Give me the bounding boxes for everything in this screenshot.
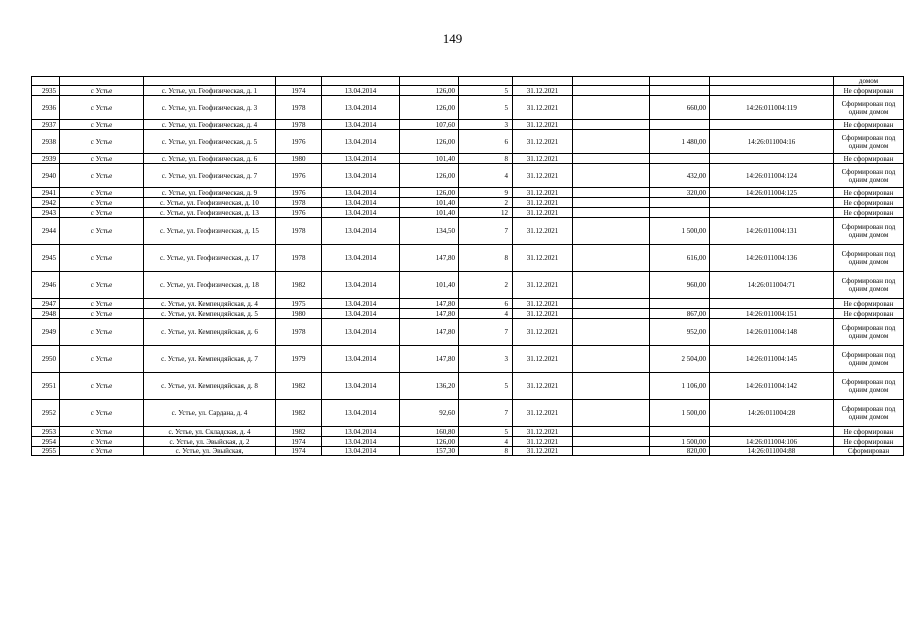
address: с. Устье, ул. Эвыйская, д. 2 — [144, 437, 276, 447]
settlement: с Устье — [60, 437, 144, 447]
record-date: 13.04.2014 — [322, 164, 400, 188]
row-number: 2936 — [32, 96, 60, 120]
record-date: 13.04.2014 — [322, 218, 400, 245]
area: 157,30 — [400, 447, 459, 456]
address: с. Устье, ул. Геофизическая, д. 4 — [144, 120, 276, 130]
empty-cell — [573, 218, 650, 245]
area: 134,50 — [400, 218, 459, 245]
land-area — [650, 427, 710, 437]
land-area: 1 500,00 — [650, 400, 710, 427]
table-row — [32, 198, 904, 208]
row-number: 2944 — [32, 218, 60, 245]
year-built: 1979 — [276, 346, 322, 373]
record-date: 13.04.2014 — [322, 373, 400, 400]
table-row — [32, 437, 904, 447]
count: 7 — [459, 400, 513, 427]
deadline: 31.12.2021 — [513, 373, 573, 400]
empty-cell — [573, 400, 650, 427]
empty-cell — [573, 447, 650, 456]
row-number: 2953 — [32, 427, 60, 437]
address: с. Устье, ул. Геофизическая, д. 1 — [144, 86, 276, 96]
cadastral-number: 14:26:011004:125 — [710, 188, 834, 198]
land-area — [650, 86, 710, 96]
cadastral-number: 14:26:011004:148 — [710, 319, 834, 346]
land-area: 820,00 — [650, 447, 710, 456]
land-area — [650, 120, 710, 130]
cadastral-number — [710, 120, 834, 130]
deadline: 31.12.2021 — [513, 208, 573, 218]
cadastral-number: 14:26:011004:124 — [710, 164, 834, 188]
deadline: 31.12.2021 — [513, 319, 573, 346]
count: 3 — [459, 120, 513, 130]
land-area: 616,00 — [650, 245, 710, 272]
address: с. Устье, ул. Кемпендяйская, д. 4 — [144, 299, 276, 309]
land-area — [650, 198, 710, 208]
cadastral-number: 14:26:011004:131 — [710, 218, 834, 245]
settlement: с Устье — [60, 299, 144, 309]
table-row — [32, 346, 904, 373]
settlement: с Устье — [60, 154, 144, 164]
row-number: 2938 — [32, 130, 60, 154]
table-row — [32, 164, 904, 188]
table-row — [32, 447, 904, 456]
cadastral-number — [710, 154, 834, 164]
status: Не сформирован — [834, 198, 904, 208]
status: Не сформирован — [834, 86, 904, 96]
row-number: 2935 — [32, 86, 60, 96]
record-date: 13.04.2014 — [322, 96, 400, 120]
record-date: 13.04.2014 — [322, 447, 400, 456]
record-date: 13.04.2014 — [322, 427, 400, 437]
status: Не сформирован — [834, 299, 904, 309]
settlement: с Устье — [60, 400, 144, 427]
address: с. Устье, ул. Геофизическая, д. 17 — [144, 245, 276, 272]
settlement: с Устье — [60, 164, 144, 188]
area: 126,00 — [400, 130, 459, 154]
count: 3 — [459, 346, 513, 373]
land-area — [650, 208, 710, 218]
row-number: 2949 — [32, 319, 60, 346]
land-area: 1 500,00 — [650, 218, 710, 245]
address: с. Устье, ул. Геофизическая, д. 9 — [144, 188, 276, 198]
table-row — [32, 373, 904, 400]
cadastral-number: 14:26:011004:16 — [710, 130, 834, 154]
empty-cell — [573, 346, 650, 373]
deadline: 31.12.2021 — [513, 154, 573, 164]
empty-cell — [573, 272, 650, 299]
record-date: 13.04.2014 — [322, 319, 400, 346]
status: Сформирован под одним домом — [834, 218, 904, 245]
land-area: 660,00 — [650, 96, 710, 120]
deadline: 31.12.2021 — [513, 272, 573, 299]
status: Не сформирован — [834, 188, 904, 198]
empty-cell — [573, 299, 650, 309]
table-row — [32, 120, 904, 130]
land-area: 1 500,00 — [650, 437, 710, 447]
area: 147,80 — [400, 319, 459, 346]
area: 101,40 — [400, 272, 459, 299]
year-built: 1978 — [276, 245, 322, 272]
row-number: 2947 — [32, 299, 60, 309]
deadline: 31.12.2021 — [513, 309, 573, 319]
deadline: 31.12.2021 — [513, 86, 573, 96]
status-continuation: домом — [834, 77, 904, 86]
address: с. Устье, ул. Геофизическая, д. 15 — [144, 218, 276, 245]
area: 107,60 — [400, 120, 459, 130]
record-date: 13.04.2014 — [322, 272, 400, 299]
count: 4 — [459, 164, 513, 188]
count: 4 — [459, 437, 513, 447]
count: 6 — [459, 299, 513, 309]
land-area: 432,00 — [650, 164, 710, 188]
count: 7 — [459, 218, 513, 245]
table-row — [32, 299, 904, 309]
deadline: 31.12.2021 — [513, 198, 573, 208]
year-built: 1976 — [276, 130, 322, 154]
empty-cell — [573, 164, 650, 188]
year-built: 1974 — [276, 437, 322, 447]
count: 5 — [459, 373, 513, 400]
count: 4 — [459, 309, 513, 319]
address: с. Устье, ул. Геофизическая, д. 18 — [144, 272, 276, 299]
address: с. Устье, ул. Геофизическая, д. 13 — [144, 208, 276, 218]
count: 9 — [459, 188, 513, 198]
table-row — [32, 245, 904, 272]
status: Сформирован под одним домом — [834, 130, 904, 154]
row-number: 2939 — [32, 154, 60, 164]
count: 12 — [459, 208, 513, 218]
empty-cell — [573, 208, 650, 218]
year-built: 1978 — [276, 319, 322, 346]
area: 101,40 — [400, 154, 459, 164]
deadline: 31.12.2021 — [513, 299, 573, 309]
row-number: 2941 — [32, 188, 60, 198]
cadastral-number: 14:26:011004:28 — [710, 400, 834, 427]
record-date: 13.04.2014 — [322, 299, 400, 309]
area: 126,00 — [400, 437, 459, 447]
cadastral-number: 14:26:011004:142 — [710, 373, 834, 400]
row-number: 2950 — [32, 346, 60, 373]
empty-cell — [573, 309, 650, 319]
status: Не сформирован — [834, 120, 904, 130]
empty-cell — [573, 198, 650, 208]
record-date: 13.04.2014 — [322, 437, 400, 447]
status: Не сформирован — [834, 309, 904, 319]
year-built: 1976 — [276, 164, 322, 188]
status: Сформирован под одним домом — [834, 272, 904, 299]
status: Не сформирован — [834, 427, 904, 437]
deadline: 31.12.2021 — [513, 437, 573, 447]
settlement: с Устье — [60, 86, 144, 96]
land-area: 867,00 — [650, 309, 710, 319]
record-date: 13.04.2014 — [322, 309, 400, 319]
land-area: 1 480,00 — [650, 130, 710, 154]
year-built: 1982 — [276, 400, 322, 427]
settlement: с Устье — [60, 319, 144, 346]
year-built: 1980 — [276, 309, 322, 319]
deadline: 31.12.2021 — [513, 427, 573, 437]
area: 147,80 — [400, 299, 459, 309]
deadline: 31.12.2021 — [513, 346, 573, 373]
year-built: 1974 — [276, 86, 322, 96]
cadastral-number: 14:26:011004:88 — [710, 447, 834, 456]
cadastral-number — [710, 427, 834, 437]
settlement: с Устье — [60, 198, 144, 208]
count: 7 — [459, 319, 513, 346]
empty-cell — [573, 188, 650, 198]
empty-cell — [573, 96, 650, 120]
status: Сформирован под одним домом — [834, 400, 904, 427]
area: 101,40 — [400, 208, 459, 218]
table-row — [32, 86, 904, 96]
table-row — [32, 400, 904, 427]
year-built: 1976 — [276, 208, 322, 218]
deadline: 31.12.2021 — [513, 120, 573, 130]
table-row — [32, 154, 904, 164]
empty-cell — [573, 373, 650, 400]
area: 147,80 — [400, 245, 459, 272]
land-area: 952,00 — [650, 319, 710, 346]
cadastral-number: 14:26:011004:145 — [710, 346, 834, 373]
address: с. Устье, ул. Геофизическая, д. 10 — [144, 198, 276, 208]
address: с. Устье, ул. Геофизическая, д. 6 — [144, 154, 276, 164]
address: с. Устье, ул. Кемпендяйская, д. 8 — [144, 373, 276, 400]
deadline: 31.12.2021 — [513, 245, 573, 272]
table-row — [32, 319, 904, 346]
year-built: 1978 — [276, 120, 322, 130]
row-number: 2948 — [32, 309, 60, 319]
housing-register-table — [31, 76, 904, 456]
empty-cell — [573, 86, 650, 96]
settlement: с Устье — [60, 245, 144, 272]
count: 5 — [459, 96, 513, 120]
cadastral-number: 14:26:011004:106 — [710, 437, 834, 447]
land-area — [650, 299, 710, 309]
settlement: с Устье — [60, 373, 144, 400]
settlement: с Устье — [60, 272, 144, 299]
area: 126,00 — [400, 86, 459, 96]
settlement: с Устье — [60, 130, 144, 154]
empty-cell — [573, 319, 650, 346]
cadastral-number — [710, 198, 834, 208]
settlement: с Устье — [60, 447, 144, 456]
deadline: 31.12.2021 — [513, 130, 573, 154]
status: Сформирован под одним домом — [834, 373, 904, 400]
cadastral-number: 14:26:011004:71 — [710, 272, 834, 299]
area: 126,00 — [400, 188, 459, 198]
cadastral-number — [710, 208, 834, 218]
record-date: 13.04.2014 — [322, 198, 400, 208]
year-built: 1978 — [276, 218, 322, 245]
area: 126,00 — [400, 96, 459, 120]
land-area: 960,00 — [650, 272, 710, 299]
year-built: 1980 — [276, 154, 322, 164]
year-built: 1982 — [276, 272, 322, 299]
settlement: с Устье — [60, 218, 144, 245]
deadline: 31.12.2021 — [513, 218, 573, 245]
record-date: 13.04.2014 — [322, 120, 400, 130]
count: 5 — [459, 427, 513, 437]
settlement: с Устье — [60, 208, 144, 218]
status: Не сформирован — [834, 208, 904, 218]
record-date: 13.04.2014 — [322, 188, 400, 198]
table-row — [32, 96, 904, 120]
area: 92,60 — [400, 400, 459, 427]
address: с. Устье, ул. Эвыйская, — [144, 447, 276, 456]
year-built: 1982 — [276, 373, 322, 400]
cadastral-number: 14:26:011004:119 — [710, 96, 834, 120]
land-area: 1 106,00 — [650, 373, 710, 400]
land-area — [650, 154, 710, 164]
deadline: 31.12.2021 — [513, 188, 573, 198]
count: 8 — [459, 447, 513, 456]
cadastral-number — [710, 86, 834, 96]
empty-cell — [573, 245, 650, 272]
table-row — [32, 188, 904, 198]
land-area: 2 504,00 — [650, 346, 710, 373]
record-date: 13.04.2014 — [322, 130, 400, 154]
settlement: с Устье — [60, 346, 144, 373]
count: 2 — [459, 198, 513, 208]
record-date: 13.04.2014 — [322, 208, 400, 218]
area: 126,00 — [400, 164, 459, 188]
area: 101,40 — [400, 198, 459, 208]
address: с. Устье, ул. Геофизическая, д. 3 — [144, 96, 276, 120]
status: Сформирован под одним домом — [834, 346, 904, 373]
year-built: 1978 — [276, 198, 322, 208]
settlement: с Устье — [60, 96, 144, 120]
table-row — [32, 208, 904, 218]
page-number: 149 — [442, 31, 463, 46]
area: 147,80 — [400, 309, 459, 319]
status: Сформирован — [834, 447, 904, 456]
settlement: с Устье — [60, 120, 144, 130]
empty-cell — [573, 120, 650, 130]
status: Сформирован под одним домом — [834, 96, 904, 120]
empty-cell — [573, 437, 650, 447]
address: с. Устье, ул. Геофизическая, д. 7 — [144, 164, 276, 188]
empty-cell — [573, 154, 650, 164]
cadastral-number: 14:26:011004:136 — [710, 245, 834, 272]
land-area: 320,00 — [650, 188, 710, 198]
address: с. Устье, ул. Геофизическая, д. 5 — [144, 130, 276, 154]
table-row — [32, 272, 904, 299]
year-built: 1976 — [276, 188, 322, 198]
table-row — [32, 130, 904, 154]
year-built: 1975 — [276, 299, 322, 309]
area: 147,80 — [400, 346, 459, 373]
row-number: 2951 — [32, 373, 60, 400]
row-number: 2946 — [32, 272, 60, 299]
year-built: 1974 — [276, 447, 322, 456]
deadline: 31.12.2021 — [513, 447, 573, 456]
record-date: 13.04.2014 — [322, 346, 400, 373]
settlement: с Устье — [60, 427, 144, 437]
status: Сформирован под одним домом — [834, 319, 904, 346]
table-row — [32, 218, 904, 245]
row-number: 2942 — [32, 198, 60, 208]
area: 160,80 — [400, 427, 459, 437]
deadline: 31.12.2021 — [513, 96, 573, 120]
cadastral-number: 14:26:011004:151 — [710, 309, 834, 319]
row-number: 2952 — [32, 400, 60, 427]
row-number: 2943 — [32, 208, 60, 218]
record-date: 13.04.2014 — [322, 245, 400, 272]
empty-cell — [573, 427, 650, 437]
empty-cell — [573, 130, 650, 154]
count: 6 — [459, 130, 513, 154]
settlement: с Устье — [60, 188, 144, 198]
record-date: 13.04.2014 — [322, 400, 400, 427]
count: 2 — [459, 272, 513, 299]
status: Сформирован под одним домом — [834, 164, 904, 188]
row-number: 2940 — [32, 164, 60, 188]
address: с. Устье, ул. Кемпендяйская, д. 6 — [144, 319, 276, 346]
settlement: с Устье — [60, 309, 144, 319]
continuation-row — [32, 77, 904, 86]
row-number: 2954 — [32, 437, 60, 447]
row-number: 2945 — [32, 245, 60, 272]
area: 136,20 — [400, 373, 459, 400]
record-date: 13.04.2014 — [322, 154, 400, 164]
deadline: 31.12.2021 — [513, 164, 573, 188]
deadline: 31.12.2021 — [513, 400, 573, 427]
year-built: 1982 — [276, 427, 322, 437]
count: 5 — [459, 86, 513, 96]
count: 8 — [459, 154, 513, 164]
address: с. Устье, ул. Складская, д. 4 — [144, 427, 276, 437]
address: с. Устье, ул. Кемпендяйская, д. 7 — [144, 346, 276, 373]
year-built: 1978 — [276, 96, 322, 120]
table-row — [32, 309, 904, 319]
cadastral-number — [710, 299, 834, 309]
status: Не сформирован — [834, 437, 904, 447]
address: с. Устье, ул. Сардана, д. 4 — [144, 400, 276, 427]
status: Не сформирован — [834, 154, 904, 164]
status: Сформирован под одним домом — [834, 245, 904, 272]
count: 8 — [459, 245, 513, 272]
row-number: 2955 — [32, 447, 60, 456]
address: с. Устье, ул. Кемпендяйская, д. 5 — [144, 309, 276, 319]
row-number: 2937 — [32, 120, 60, 130]
record-date: 13.04.2014 — [322, 86, 400, 96]
table-row — [32, 427, 904, 437]
